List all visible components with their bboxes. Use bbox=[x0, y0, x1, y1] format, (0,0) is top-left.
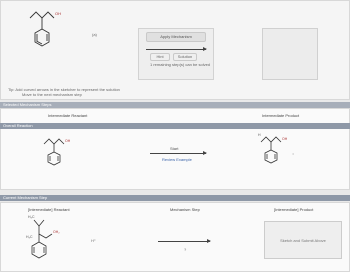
tip-text-1: Tip: Add curved arrows in the sketcher to represent the solution bbox=[8, 87, 120, 92]
reactant-header: [Intermediate] Reactant bbox=[28, 207, 70, 212]
start-link[interactable]: Start bbox=[170, 146, 179, 151]
svg-text:OH: OH bbox=[282, 137, 288, 141]
svg-text:H₃C: H₃C bbox=[28, 215, 35, 219]
svg-text:H: H bbox=[258, 133, 261, 137]
mechanism-step-header: Mechanism Step bbox=[170, 207, 200, 212]
selected-steps-bar: Selected Mechanism Steps bbox=[0, 102, 350, 108]
overall-reaction-bar: Overall Reaction bbox=[0, 123, 350, 129]
apply-mechanism-button[interactable]: Apply Mechanism bbox=[146, 32, 206, 42]
review-example-link[interactable]: Review Example bbox=[162, 157, 192, 162]
molecule-reactant-bottom bbox=[24, 212, 84, 270]
product-sketch-box[interactable] bbox=[262, 28, 318, 80]
svg-text:OH: OH bbox=[65, 139, 71, 143]
svg-text:OH₂: OH₂ bbox=[53, 230, 60, 234]
current-step-bar: Current Mechanism Step bbox=[0, 195, 350, 201]
answer-box[interactable]: Sketch and Submit Above bbox=[264, 221, 342, 259]
mechanism-step-arrow bbox=[158, 241, 210, 242]
reaction-arrow-top bbox=[146, 49, 206, 50]
hint-button[interactable]: Hint bbox=[150, 53, 170, 61]
molecule-reactant-mid bbox=[40, 132, 80, 176]
product-charge-mark: ⁺ bbox=[292, 152, 295, 157]
intermediate-reactant-header: Intermediate Reactant bbox=[48, 113, 88, 118]
reactant-charge-mark: H⁺ bbox=[91, 238, 96, 243]
reaction-arrow-mid bbox=[150, 153, 206, 154]
svg-text:OH: OH bbox=[55, 11, 61, 16]
reagent-placeholder[interactable]: ? bbox=[184, 247, 187, 252]
reagent-arrow-label: (a) bbox=[92, 32, 97, 37]
svg-text:H₃C: H₃C bbox=[26, 235, 33, 239]
molecule-sketch-top[interactable] bbox=[22, 2, 82, 60]
intermediate-product-header: Intermediate Product bbox=[262, 113, 300, 118]
product-header: [Intermediate] Product bbox=[274, 207, 314, 212]
remaining-steps-text: 1 remaining step(s) can be solved bbox=[150, 62, 211, 67]
tip-text-2: Move to the next mechanism step bbox=[22, 92, 82, 97]
solution-button[interactable]: Solution bbox=[173, 53, 197, 61]
